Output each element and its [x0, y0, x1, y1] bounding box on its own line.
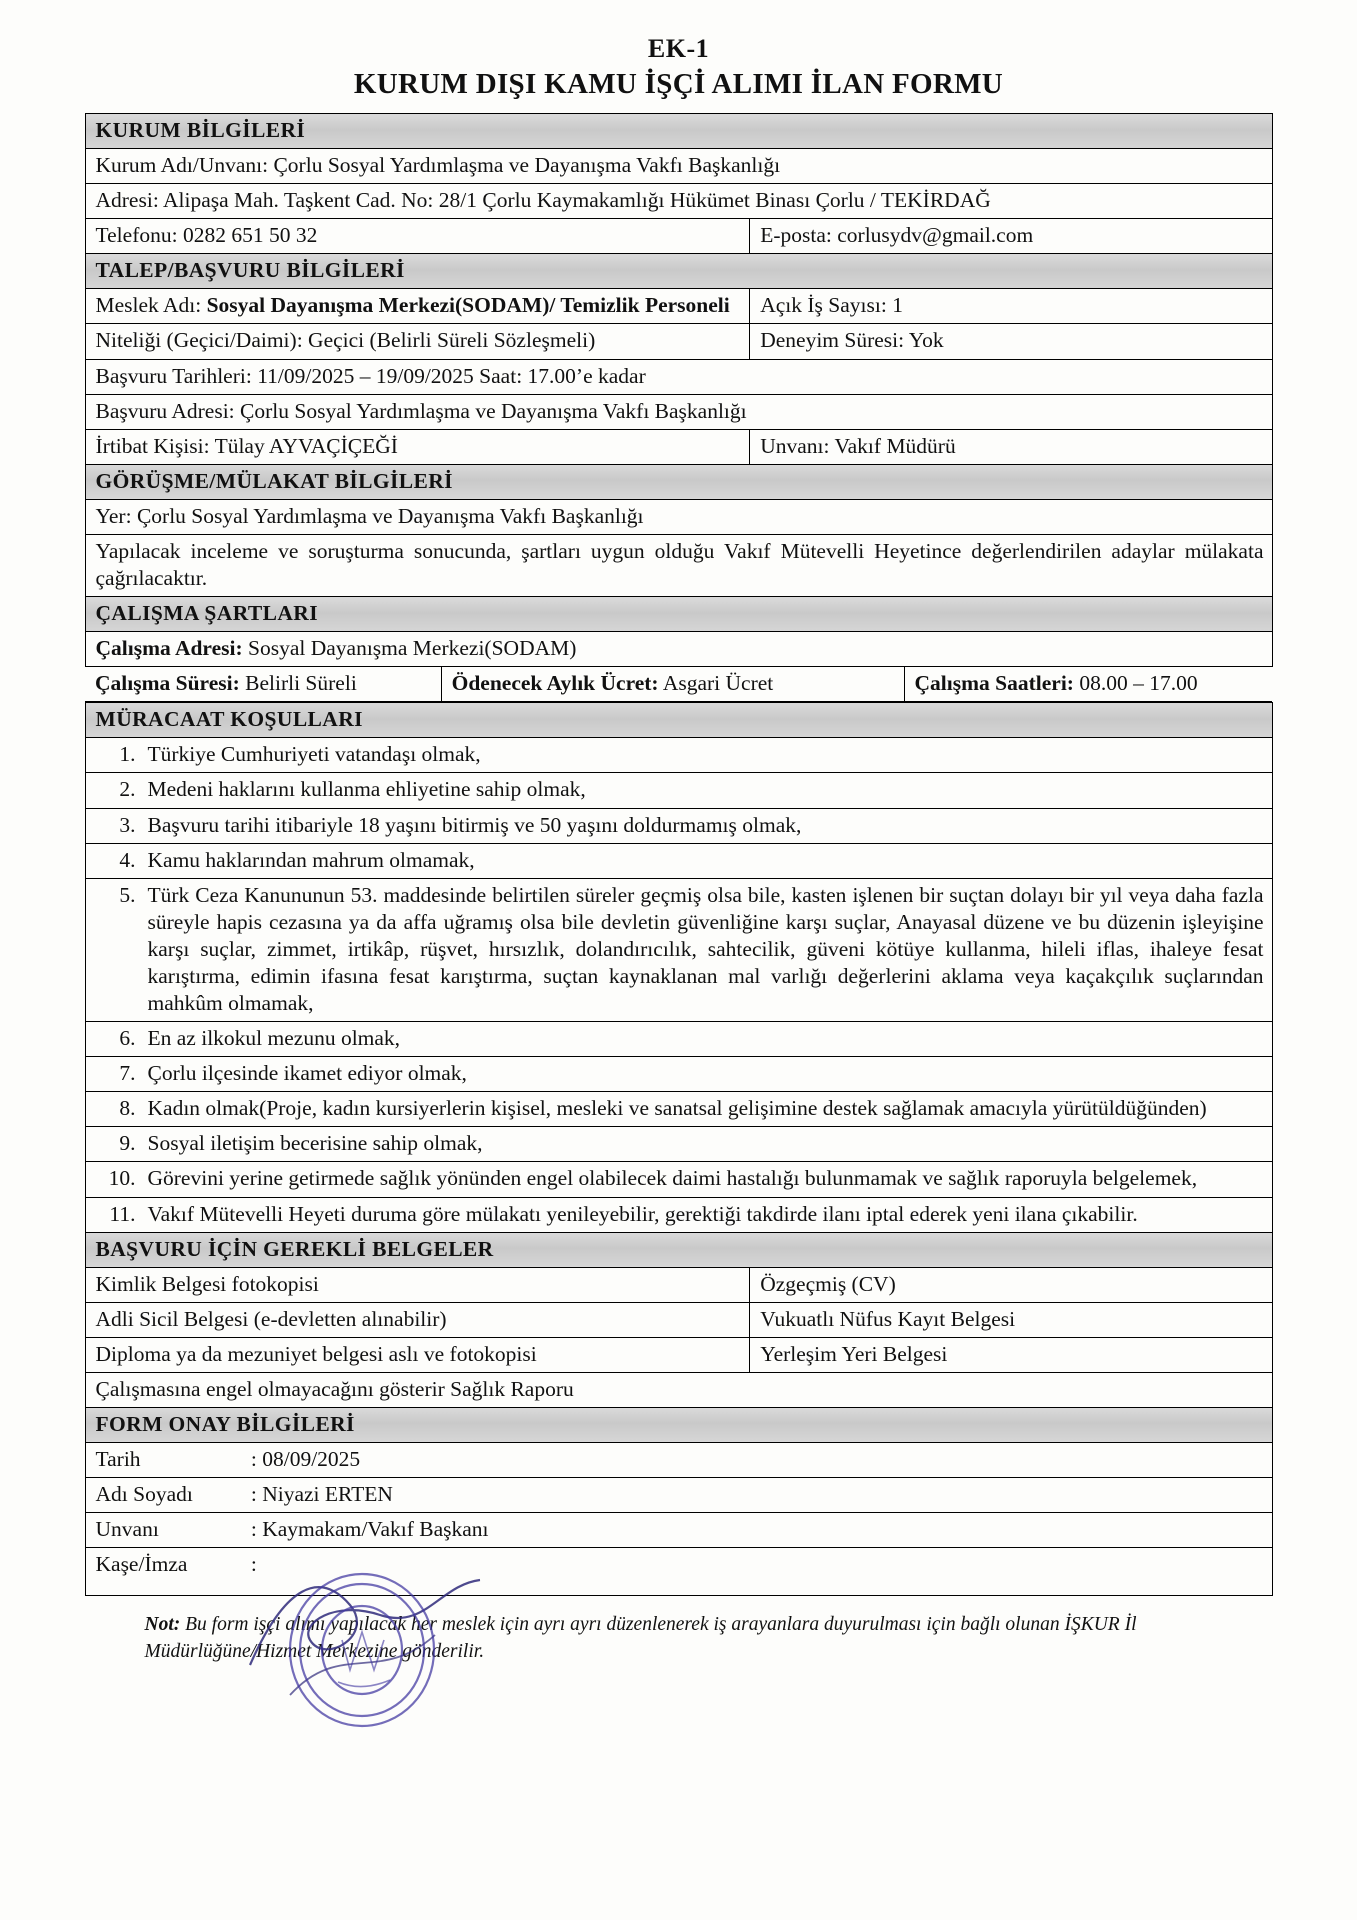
list-item [85, 1197, 1272, 1232]
onay-ad-cell [85, 1478, 1272, 1513]
nitelik-value: Geçici (Belirli Süreli Sözleşmeli) [308, 328, 596, 353]
list-item-number: 4. [119, 847, 136, 872]
calisma-saatleri-cell [904, 667, 1272, 702]
table-row [85, 1127, 1272, 1162]
belge-sag: Yerleşim Yeri Belgesi [750, 1337, 1272, 1372]
list-item-number: 11. [109, 1201, 136, 1226]
onay-unvan-label: Unvanı [95, 1517, 159, 1542]
footer-note-label: Not: [144, 1614, 181, 1636]
table-row [85, 324, 1272, 359]
irtibat-unvan-label: Unvanı: [760, 433, 830, 458]
basvuru-tarihleri-label: Başvuru Tarihleri: [95, 363, 252, 388]
table-row [85, 534, 1272, 596]
footer-note-text: Bu form işçi alımı yapılacak her meslek için ayrı ayrı düzenlenerek iş arayanlara duyurulması için bağlı olunan İŞKUR İl Müdürlüğüne/Hizmet Merkezine gönderilir. [144, 1614, 1137, 1662]
ucret-value: Asgari Ücret [662, 671, 774, 696]
table-row [85, 808, 1272, 843]
table-row [85, 1443, 1272, 1478]
kurum-adres-cell [85, 184, 1272, 219]
footer-note [85, 1612, 1273, 1665]
list-item-text: En az ilkokul mezunu olmak, [147, 1026, 401, 1051]
onay-unvan-value: : Kaymakam/Vakıf Başkanı [250, 1517, 489, 1542]
irtibat-unvan-cell [750, 429, 1272, 464]
table-row [85, 429, 1272, 464]
list-item-number: 1. [119, 742, 136, 767]
table-row [85, 1162, 1272, 1197]
section-header-belgeler: BAŞVURU İÇİN GEREKLİ BELGELER [85, 1232, 1272, 1267]
basvuru-tarihleri-cell [85, 359, 1272, 394]
table-row [85, 1548, 1272, 1596]
list-item [85, 878, 1272, 1021]
acik-is-cell [750, 289, 1272, 324]
kurum-telefon-cell [85, 219, 750, 254]
table-row [85, 597, 1272, 632]
section-header-talep: TALEP/BAŞVURU BİLGİLERİ [85, 254, 1272, 289]
belge-sag: Vukuatlı Nüfus Kayıt Belgesi [750, 1302, 1272, 1337]
section-header-gorusme: GÖRÜŞME/MÜLAKAT BİLGİLERİ [85, 464, 1272, 499]
table-row [85, 667, 1272, 703]
gorusme-yer-label: Yer: [95, 503, 132, 528]
table-row [85, 632, 1272, 667]
list-item-number: 6. [119, 1026, 136, 1051]
belge-son: Çalışmasına engel olmayacağını gösterir Sağlık Raporu [85, 1372, 1272, 1407]
list-item [85, 773, 1272, 808]
table-row [85, 1302, 1272, 1337]
document-header [0, 0, 1357, 101]
kurum-eposta-value: corlusydv@gmail.com [837, 223, 1034, 248]
section-header-muracaat: MÜRACAAT KOŞULLARI [85, 703, 1272, 738]
table-row [85, 843, 1272, 878]
list-item-number: 3. [119, 812, 136, 837]
calisma-suresi-cell [85, 667, 441, 702]
belge-sol: Kimlik Belgesi fotokopisi [85, 1267, 750, 1302]
calisma-adres-value: Sosyal Dayanışma Merkezi(SODAM) [248, 636, 577, 661]
table-row [85, 1372, 1272, 1407]
table-row [85, 1267, 1272, 1302]
table-row [85, 1337, 1272, 1372]
irtibat-unvan-value: Vakıf Müdürü [834, 433, 956, 458]
table-row [85, 1092, 1272, 1127]
list-item-text: Türk Ceza Kanununun 53. maddesinde belirtilen süreler geçmiş olsa bile, kasten işlenen bir suçtan dolayı bir yıl veya daha fazla süreyle hapis cezasına ya da affa uğramış olsa bile devletin güvenliğine karşı suçlar, Anayasal düzene ve bu düzenin işleyişine karşı suçlar, zimmet, irtikâp, rüşvet, hırsızlık, dolandırıcılık, sahtecilik, güveni kötüye kullanma, hileli iflas, ihaleye fesat karıştırma, edimin ifasına fesat karıştırma, suçtan kaynaklanan mal varlığı değerlerini aklama veya kaçakçılık suçlarından mahkûm olmamak, [147, 882, 1264, 1016]
onay-tarih-cell [85, 1443, 1272, 1478]
list-item [85, 1022, 1272, 1057]
basvuru-adresi-cell [85, 394, 1272, 429]
calisma-suresi-label: Çalışma Süresi: [95, 671, 240, 696]
table-row [85, 219, 1272, 254]
kurum-telefon-value: 0282 651 50 32 [182, 223, 318, 248]
list-item [85, 1092, 1272, 1127]
table-row [85, 499, 1272, 534]
onay-kase-value: : [250, 1552, 257, 1577]
section-header-kurum: KURUM BİLGİLERİ [85, 114, 1272, 149]
table-row [85, 289, 1272, 324]
list-item-text: Görevini yerine getirmede sağlık yönünden engel olabilecek daimi hastalığı bulunmamak ve sağlık raporuyla belgelemek, [147, 1166, 1198, 1191]
list-item [85, 808, 1272, 843]
list-item-text: Vakıf Mütevelli Heyeti duruma göre mülakatı yenileyebilir, gerektiği takdirde ilanı iptal ederek yeni ilana çıkabilir. [147, 1201, 1138, 1226]
list-item-text: Çorlu ilçesinde ikamet ediyor olmak, [147, 1061, 467, 1086]
onay-tarih-value: : 08/09/2025 [250, 1447, 361, 1472]
list-item-number: 9. [119, 1131, 136, 1156]
list-item [85, 1162, 1272, 1197]
onay-tarih-label: Tarih [95, 1447, 141, 1472]
table-row [85, 1022, 1272, 1057]
table-row [85, 1478, 1272, 1513]
ucret-label: Ödenecek Aylık Ücret: [451, 671, 659, 696]
table-row [85, 1197, 1272, 1232]
page-title: KURUM DIŞI KAMU İŞÇİ ALIMI İLAN FORMU [353, 68, 1004, 100]
table-row [85, 464, 1272, 499]
section-header-calisma: ÇALIŞMA ŞARTLARI [85, 597, 1272, 632]
kurum-adi-value: Çorlu Sosyal Yardımlaşma ve Dayanışma Vakfı Başkanlığı [273, 153, 781, 178]
form-table [85, 113, 1273, 1596]
list-item [85, 843, 1272, 878]
deneyim-cell [750, 324, 1272, 359]
nitelik-cell [85, 324, 750, 359]
belge-sag: Özgeçmiş (CV) [750, 1267, 1272, 1302]
gorusme-yer-value: Çorlu Sosyal Yardımlaşma ve Dayanışma Vakfı Başkanlığı [136, 503, 644, 528]
list-item-text: Kadın olmak(Proje, kadın kursiyerlerin kişisel, mesleki ve sanatsal gelişimine destek sağlamak amacıyla yürütüldüğünden) [147, 1096, 1207, 1121]
calisma-adres-label: Çalışma Adresi: [95, 636, 243, 661]
table-row [85, 359, 1272, 394]
calisma-saatleri-value: 08.00 – 17.00 [1079, 671, 1198, 696]
table-row [85, 1407, 1272, 1442]
list-item-text: Medeni haklarını kullanma ehliyetine sahip olmak, [147, 777, 586, 802]
kurum-adi-cell [85, 149, 1272, 184]
list-item [85, 1127, 1272, 1162]
section-header-onay: FORM ONAY BİLGİLERİ [85, 1407, 1272, 1442]
kurum-adres-label: Adresi: [95, 188, 159, 213]
table-row [85, 254, 1272, 289]
table-row [85, 703, 1272, 738]
gorusme-yer-cell [85, 499, 1272, 534]
table-row [85, 1232, 1272, 1267]
onay-kase-cell [85, 1548, 1272, 1596]
list-item-number: 10. [108, 1166, 136, 1191]
ucret-cell [441, 667, 904, 702]
deneyim-value: Yok [908, 328, 944, 353]
list-item-text: Kamu haklarından mahrum olmamak, [147, 847, 475, 872]
basvuru-adresi-label: Başvuru Adresi: [95, 398, 235, 423]
list-item-text: Başvuru tarihi itibariyle 18 yaşını bitirmiş ve 50 yaşını doldurmamış olmak, [147, 812, 802, 837]
irtibat-value: Tülay AYVAÇİÇEĞİ [214, 433, 398, 458]
kurum-eposta-cell [750, 219, 1272, 254]
deneyim-label: Deneyim Süresi: [760, 328, 905, 353]
table-row [85, 738, 1272, 773]
basvuru-adresi-value: Çorlu Sosyal Yardımlaşma ve Dayanışma Vakfı Başkanlığı [240, 398, 747, 423]
form-code: EK-1 [647, 34, 710, 63]
gorusme-aciklama: Yapılacak inceleme ve soruşturma sonucunda, şartları uygun olduğu Vakıf Mütevelli Heyetince değerlendirilen adaylar mülakata çağrılacaktır. [85, 534, 1272, 596]
list-item-text: Türkiye Cumhuriyeti vatandaşı olmak, [147, 742, 481, 767]
calisma-suresi-value: Belirli Süreli [245, 671, 357, 696]
belge-sol: Adli Sicil Belgesi (e-devletten alınabilir) [85, 1302, 750, 1337]
nitelik-label: Niteliği (Geçici/Daimi): [95, 328, 303, 353]
calisma-saatleri-label: Çalışma Saatleri: [914, 671, 1074, 696]
table-row [85, 149, 1272, 184]
table-row [85, 184, 1272, 219]
onay-unvan-cell [85, 1513, 1272, 1548]
belge-sol: Diploma ya da mezuniyet belgesi aslı ve fotokopisi [85, 1337, 750, 1372]
list-item-number: 2. [119, 777, 136, 802]
kurum-adres-value: Alipaşa Mah. Taşkent Cad. No: 28/1 Çorlu Kaymakamlığı Hükümet Binası Çorlu / TEKİRDAĞ [163, 188, 991, 213]
list-item-text: Sosyal iletişim becerisine sahip olmak, [147, 1131, 483, 1156]
basvuru-tarihleri-value: 11/09/2025 – 19/09/2025 Saat: 17.00’e kadar [257, 363, 646, 388]
onay-kase-label: Kaşe/İmza [95, 1552, 188, 1577]
list-item-number: 5. [119, 882, 136, 907]
table-row [85, 114, 1272, 149]
acik-is-label: Açık İş Sayısı: [760, 293, 887, 318]
table-row [85, 773, 1272, 808]
kurum-eposta-label: E-posta: [760, 223, 832, 248]
table-row [85, 878, 1272, 1021]
irtibat-cell [85, 429, 750, 464]
list-item-number: 8. [119, 1096, 136, 1121]
list-item [85, 1057, 1272, 1092]
list-item [85, 738, 1272, 773]
table-row [85, 1057, 1272, 1092]
meslek-cell [85, 289, 750, 324]
irtibat-label: İrtibat Kişisi: [95, 433, 210, 458]
meslek-value: Sosyal Dayanışma Merkezi(SODAM)/ Temizlik Personeli [206, 293, 730, 318]
table-row [85, 394, 1272, 429]
onay-ad-value: : Niyazi ERTEN [250, 1482, 393, 1507]
meslek-label: Meslek Adı: [95, 293, 202, 318]
table-row [85, 1513, 1272, 1548]
acik-is-value: 1 [892, 293, 903, 318]
kurum-telefon-label: Telefonu: [95, 223, 178, 248]
calisma-adres-cell [85, 632, 1272, 667]
list-item-number: 7. [119, 1061, 136, 1086]
onay-ad-label: Adı Soyadı [95, 1482, 193, 1507]
kurum-adi-label: Kurum Adı/Unvanı: [95, 153, 269, 178]
